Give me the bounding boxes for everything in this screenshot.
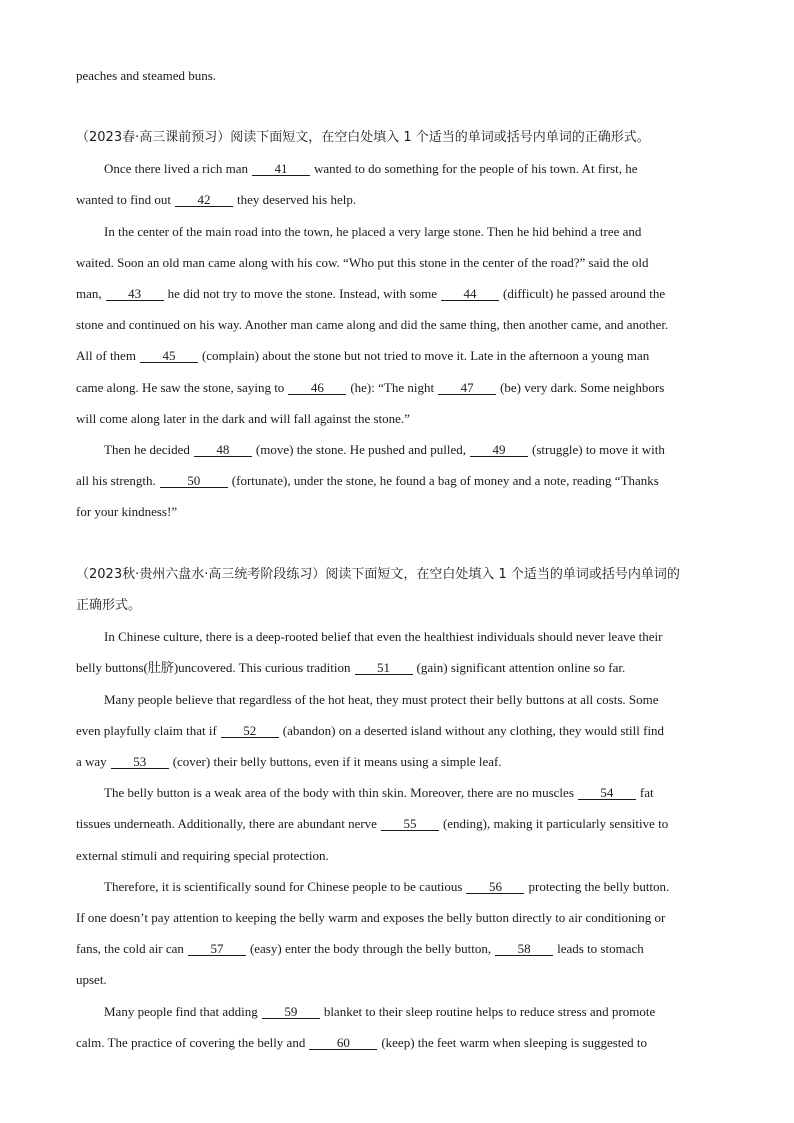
- blank-59[interactable]: 59: [262, 1005, 320, 1019]
- text-line: [104, 224, 641, 240]
- text-run: all his strength.: [76, 473, 156, 488]
- text-run: wanted to find out: [76, 192, 171, 207]
- text-line: [76, 348, 649, 364]
- blank-54[interactable]: 54: [578, 786, 636, 800]
- text-run: In the center of the main road into the town, he placed a very large stone. Then he hid behind a tree and: [104, 224, 642, 239]
- text-run: Many people find that adding: [104, 1004, 258, 1019]
- blank-56[interactable]: 56: [466, 880, 524, 894]
- text-run: Once there lived a rich man: [104, 161, 249, 176]
- text-run: fat: [639, 785, 654, 800]
- text-line: [76, 941, 644, 957]
- text-line: [76, 411, 410, 427]
- text-run: (keep) the feet warm when sleeping is suggested to: [381, 1035, 648, 1050]
- text-line: [76, 972, 107, 988]
- text-run: fans, the cold air can: [76, 941, 184, 956]
- blank-60[interactable]: 60: [309, 1036, 377, 1050]
- text-run: tissues underneath. Additionally, there are abundant nerve: [76, 816, 377, 831]
- text-run: (fortunate), under the stone, he found a bag of money and a note, reading “Thanks: [231, 473, 659, 488]
- blank-44[interactable]: 44: [441, 287, 499, 301]
- text-run: waited. Soon an old man came along with his cow. “Who put this stone in the center of the road?” said the old: [76, 255, 649, 270]
- blank-58[interactable]: 58: [495, 942, 553, 956]
- text-run: they deserved his help.: [236, 192, 357, 207]
- text-line: [104, 161, 638, 177]
- text-run: he did not try to move the stone. Instead, with some: [167, 286, 437, 301]
- text-run: (difficult) he passed around the: [502, 286, 666, 301]
- text-run: man,: [76, 286, 102, 301]
- blank-52[interactable]: 52: [221, 724, 279, 738]
- blank-53[interactable]: 53: [111, 755, 169, 769]
- text-run: Many people believe that regardless of the hot heat, they must protect their belly buttons at all costs. Some: [104, 692, 659, 707]
- blank-45[interactable]: 45: [140, 349, 198, 363]
- text-run: (be) very dark. Some neighbors: [500, 380, 665, 395]
- passage-heading: [76, 130, 718, 146]
- text-line: [76, 286, 665, 302]
- text-run: (abandon) on a deserted island without any clothing, they would still find: [282, 723, 665, 738]
- text-run: external stimuli and requiring special protection.: [76, 848, 329, 863]
- text-run: (gain) significant attention online so far.: [416, 660, 626, 675]
- text-line: [104, 692, 659, 708]
- text-run: a way: [76, 754, 107, 769]
- blank-43[interactable]: 43: [106, 287, 164, 301]
- blank-57[interactable]: 57: [188, 942, 246, 956]
- text-run: If one doesn’t pay attention to keeping the belly warm and exposes the belly button directly to air conditioning or: [76, 910, 666, 925]
- text-run: peaches and steamed buns.: [76, 68, 217, 83]
- blank-55[interactable]: 55: [381, 817, 439, 831]
- heading-text: 正确形式。: [76, 598, 142, 613]
- text-run: In Chinese culture, there is a deep-rooted belief that even the healthiest individuals should never leave their: [104, 629, 663, 644]
- blank-51[interactable]: 51: [355, 661, 413, 675]
- text-run: leads to stomach: [557, 941, 644, 956]
- text-run: (he): “The night: [350, 380, 435, 395]
- text-line: [76, 754, 502, 770]
- text-line: [76, 660, 625, 676]
- text-run: will come along later in the dark and will fall against the stone.”: [76, 411, 410, 426]
- blank-49[interactable]: 49: [470, 443, 528, 457]
- text-run: (ending), making it particularly sensitive to: [442, 816, 669, 831]
- text-run: Then he decided: [104, 442, 190, 457]
- passage-heading: [76, 567, 680, 583]
- text-line: [76, 473, 659, 489]
- text-line: [76, 317, 668, 333]
- passage-heading: [76, 598, 141, 614]
- heading-text: （2023秋·贵州六盘水·高三统考阶段练习）阅读下面短文，在空白处填入 1 个适当的单词或括号内单词的: [76, 567, 680, 582]
- text-line: [76, 192, 356, 208]
- text-run: calm. The practice of covering the belly and: [76, 1035, 306, 1050]
- text-line: [104, 785, 654, 801]
- text-line: [76, 68, 718, 84]
- text-run: even playfully claim that if: [76, 723, 217, 738]
- text-line: [76, 816, 668, 832]
- blank-42[interactable]: 42: [175, 193, 233, 207]
- text-run: All of them: [76, 348, 136, 363]
- text-line: [104, 442, 665, 458]
- text-line: [76, 910, 665, 926]
- text-line: [76, 1035, 647, 1051]
- text-run: (complain) about the stone but not tried to move it. Late in the afternoon a young man: [201, 348, 650, 363]
- blank-47[interactable]: 47: [438, 381, 496, 395]
- text-run: for your kindness!”: [76, 504, 178, 519]
- text-line: [104, 629, 662, 645]
- blank-50[interactable]: 50: [160, 474, 228, 488]
- text-line: [104, 879, 669, 895]
- blank-46[interactable]: 46: [288, 381, 346, 395]
- text-line: [76, 380, 664, 396]
- text-line: [104, 1004, 655, 1020]
- text-run: (easy) enter the body through the belly button,: [249, 941, 492, 956]
- text-run: (struggle) to move it with: [532, 442, 665, 457]
- heading-text: （2023春·高三课前预习）阅读下面短文，在空白处填入 1 个适当的单词或括号内单词的正确形式。: [76, 130, 650, 145]
- text-run: blanket to their sleep routine helps to reduce stress and promote: [323, 1004, 656, 1019]
- blank-48[interactable]: 48: [194, 443, 252, 457]
- blank-41[interactable]: 41: [252, 162, 310, 176]
- text-run: protecting the belly button.: [528, 879, 670, 894]
- text-line: [76, 504, 177, 520]
- text-line: [76, 848, 329, 864]
- text-run: came along. He saw the stone, saying to: [76, 380, 285, 395]
- text-line: [76, 723, 664, 739]
- text-run: belly buttons(肚脐)uncovered. This curious tradition: [76, 660, 351, 675]
- text-run: stone and continued on his way. Another man came along and did the same thing, then another came, and another.: [76, 317, 669, 332]
- text-run: (cover) their belly buttons, even if it means using a simple leaf.: [172, 754, 502, 769]
- text-run: wanted to do something for the people of his town. At first, he: [314, 161, 638, 176]
- text-run: Therefore, it is scientifically sound for Chinese people to be cautious: [104, 879, 463, 894]
- text-line: [76, 255, 648, 271]
- text-run: (move) the stone. He pushed and pulled,: [255, 442, 467, 457]
- text-run: The belly button is a weak area of the body with thin skin. Moreover, there are no muscles: [104, 785, 574, 800]
- text-run: upset.: [76, 972, 107, 987]
